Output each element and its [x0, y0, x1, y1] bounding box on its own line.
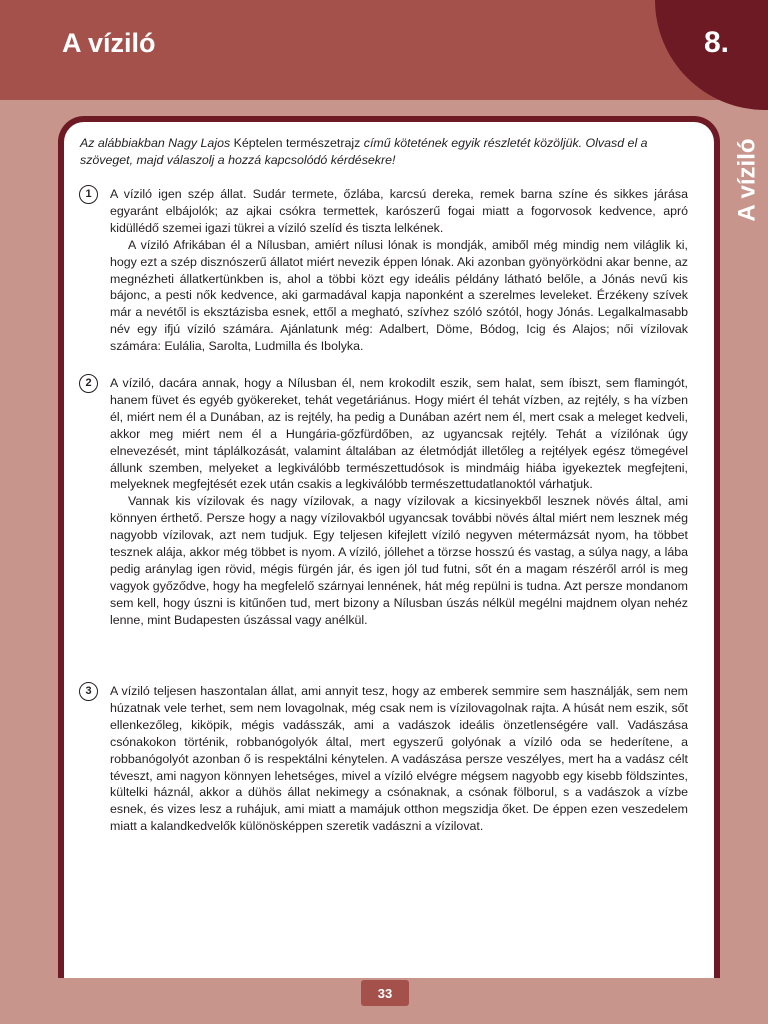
section-1 [85, 186, 688, 355]
paragraph: A víziló teljesen haszontalan állat, ami annyit tesz, hogy az emberek semmire sem használják, sem nem húzatnak vele terhet, sem nem lovagolnak, még csak nem is vízilovagolnak rajta. A húsát nem eszik, sőt ellenkezőleg, kiköpik, mégis vadásszák, ami a vadászok ideális önzetlenségére vall. Vadászása csónakokon történik, robbanógolyók által, mert egyszerű golyónak a víziló oda se hederítene, a robbanógolyót azonban ő is respektálni kénytelen. A vadászása persze veszélyes, mert ha a vadász célt téveszt, ami nagyon könnyen lehetséges, mivel a víziló elvégre mégsem nagyobb egy kisebb földszintes, kültelki háznál, akkor a dühös állat nekimegy a csónaknak, a csónak fölborul, s a vadászok a vízbe esnek, és vizes lesz a ruhájuk, ami miatt a mamájuk otthon megszidja őket. De éppen ezen veszedelem miatt a kalandkedvelők különösképpen szeretik vadászni a vízilovat. [110, 684, 688, 834]
paragraph: A víziló igen szép állat. Sudár termete, őzlába, karcsú dereka, remek barna színe és sikkes járása egyaránt elbájolók; az ajkai csókra termettek, karószerű fogai miatt a fogorvosok kedvence, apró kidüllédő szemei igazi tükrei a víziló szelíd és tiszta lelkének. [110, 187, 688, 235]
page-number: 33 [361, 980, 409, 1006]
intro-part2: című kötetének egyik részletét közöljük. Olvasd el a szöveget, majd válaszolj a hozzá kapcsolódó kérdésekre! [80, 136, 648, 167]
section-number: 2 [79, 374, 98, 393]
intro-part1: Az alábbiakban Nagy Lajos [80, 136, 234, 150]
paragraph: A víziló, dacára annak, hogy a Nílusban él, nem krokodilt eszik, sem halat, sem íbiszt, sem flamingót, hanem füvet és egyéb gyökereket, tehát vegetáriánus. Hogy miért él tehát vízben, az rejtély, s ha vízben él, miért nem él a Dunában, az is rejtély, ha pedig a Dunában azért nem él, mert csak a meleget kedveli, akkor meg miért nem él a Hungária-gőzfürdőben, az ugyancsak rejtély. Tehát a vízilónak úgy elnevezését, mint táplálkozását, valamint általában az életmódját illetőleg a rejtélyek egész tömegével állunk szemben, melyeket a legkiválóbb természettudósok is mindmáig hiába igyekeztek megfejteni, melyeknek megfejtését ezek után csakis a legkiválóbb természettudatlanoktól várhatjuk. [110, 376, 688, 492]
side-title-text: A víziló [734, 138, 761, 222]
paragraph: Vannak kis vízilovak és nagy vízilovak, a nagy vízilovak a kicsinyekből lesznek növés által, ami könnyen érthető. Persze hogy a nagy vízilovakból ugyancsak további növés által miért nem lesznek még nagyobb vízilovak, azt nem tudjuk. Egy teljesen kifejlett víziló negyven métermázsát nyom, ha többet tesznek alája, akkor még többet is nyom. A víziló, jóllehet a törzse hosszú és vastag, a súlya nagy, a lába pedig aránylag igen rövid, mégis fürgén jár, és igen jól tud futni, sőt én a magam részéről arról is meg vagyok győződve, hogy ha megfelelő szárnyai lennének, hát még repülni is tudna. Azt persze mondanom sem kell, hogy úszni is kitűnően tud, mert bizony a Nílusban úszás nélkül megélni majdnem olyan nehéz lenne, mint Budapesten úszással vagy anélkül. [110, 494, 688, 627]
chapter-number: 8. [704, 26, 730, 59]
section-number: 3 [79, 682, 98, 701]
paragraph: A víziló Afrikában él a Nílusban, amiért nílusi lónak is mondják, amiből még mindig nem világlik ki, hogy ezt a szép disznószerű állatot miért nevezik éppen lónak. Aki azonban gyönyörködni akar benne, az megnézheti állatkertünkben is, ahol a többi közt egy ideális példány látható belőle, a Jónás nevű kis bájonc, a pesti nők kedvence, aki garmadával kapja naponként a szerelmes leveleket. Érzékeny szívek már a nevétől is eksztázisba esnek, ettől a megható, szívhez szóló szótól, hogy Jónás. Legalkalmasabb név egy ifjú víziló számára. Ajánlatunk még: Adalbert, Döme, Bódog, Icig és Alajos; női vízilovak számára: Eulália, Sarolta, Ludmilla és Ibolyka. [110, 237, 688, 354]
side-title [730, 125, 766, 235]
section-3 [85, 683, 688, 835]
section-number: 1 [79, 185, 98, 204]
book-title: Képtelen természetrajz [233, 136, 361, 150]
page-title: A víziló [62, 28, 156, 58]
intro-text [80, 135, 692, 169]
section-2 [85, 375, 688, 629]
